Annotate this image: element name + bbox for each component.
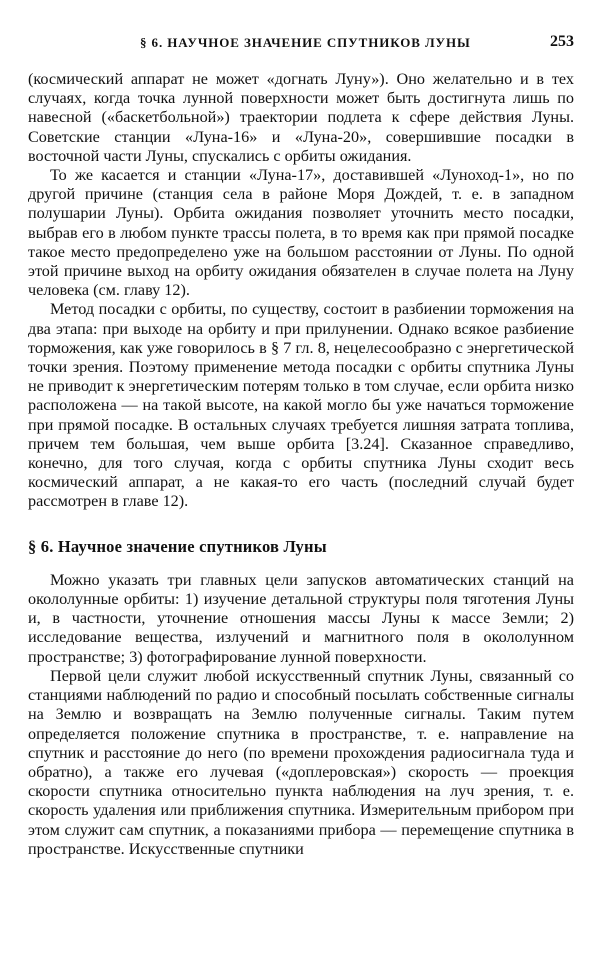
paragraph-three-goals: Можно указать три главных цели запусков автоматических станций на окололунные орбиты: 1) изучение детальной структуры поля тяготения Луны и, в частности, уточнение отношения массы Луны к массе Земли; 2) исследование вещества, излучений и магнитного поля в окололунном пространстве; 3) фотографирование лунной поверхности.: [28, 570, 574, 666]
body-text: [28, 70, 574, 859]
paragraph-first-goal: Первой цели служит любой искусственный спутник Луны, связанный со станциями наблюдений по радио и способный посылать собственные сигналы на Землю и возвращать на Землю полученные сигналы. Таким путем определяется положение спутника в пространстве, т. е. направление на спутник и расстояние до него (по времени прохождения радиосигнала туда и обратно), а также его лучевая («доплеровская») скорость — проекция скорости спутника относительно пункта наблюдения на луч зрения, т. е. скорость удаления или приближения спутника. Измерительным прибором при этом служит сам спутник, а показаниями прибора — перемещение спутника в пространстве. Искусственные спутники: [28, 666, 574, 858]
paragraph-landing-method: Метод посадки с орбиты, по существу, состоит в разбиении торможения на два этапа: при выходе на орбиту и при прилунении. Однако всякое разбиение торможения, как уже говорилось в § 7 гл. 8, нецелесообразно с энергетической точки зрения. Поэтому применение метода посадки с орбиты спутника Луны не приводит к энергетическим потерям только в том случае, если орбита низко расположена — на такой высоте, на какой могло бы уже начаться торможение при прямой посадке. В остальных случаях требуется лишняя затрата топлива, причем тем большая, чем выше орбита [3.24]. Сказанное справедливо, конечно, для того случая, когда с орбиты спутника Луны сходит весь космический аппарат, а не какая-то его часть (последний случай будет рассмотрен в главе 12).: [28, 300, 574, 511]
page-number: 253: [550, 33, 574, 50]
running-title: § 6. НАУЧНОЕ ЗНАЧЕНИЕ СПУТНИКОВ ЛУНЫ: [140, 35, 471, 50]
paragraph-luna-17: То же касается и станции «Луна-17», доставившей «Луноход-1», но по другой причине (станция села в районе Моря Дождей, т. е. в западном полушарии Луны). Орбита ожидания позволяет уточнить место посадки, выбрав его в любом пункте трассы полета, в то время как при прямой посадке такое место предопределено уже на большом расстоянии от Луны. По одной этой причине выход на орбиту ожидания обязателен в случае полета на Луну человека (см. главу 12).: [28, 166, 574, 300]
section-heading: § 6. Научное значение спутников Луны: [28, 536, 327, 556]
paragraph-continuation: (космический аппарат не может «догнать Луну»). Оно желательно и в тех случаях, когда точка лунной поверхности может быть достигнута лишь по навесной («баскетбольной») траектории подлета к сфере действия Луны. Советские станции «Луна-16» и «Луна-20», совершившие посадки в восточной части Луны, спускались с орбиты ожидания.: [28, 70, 574, 165]
running-head: [28, 33, 574, 55]
